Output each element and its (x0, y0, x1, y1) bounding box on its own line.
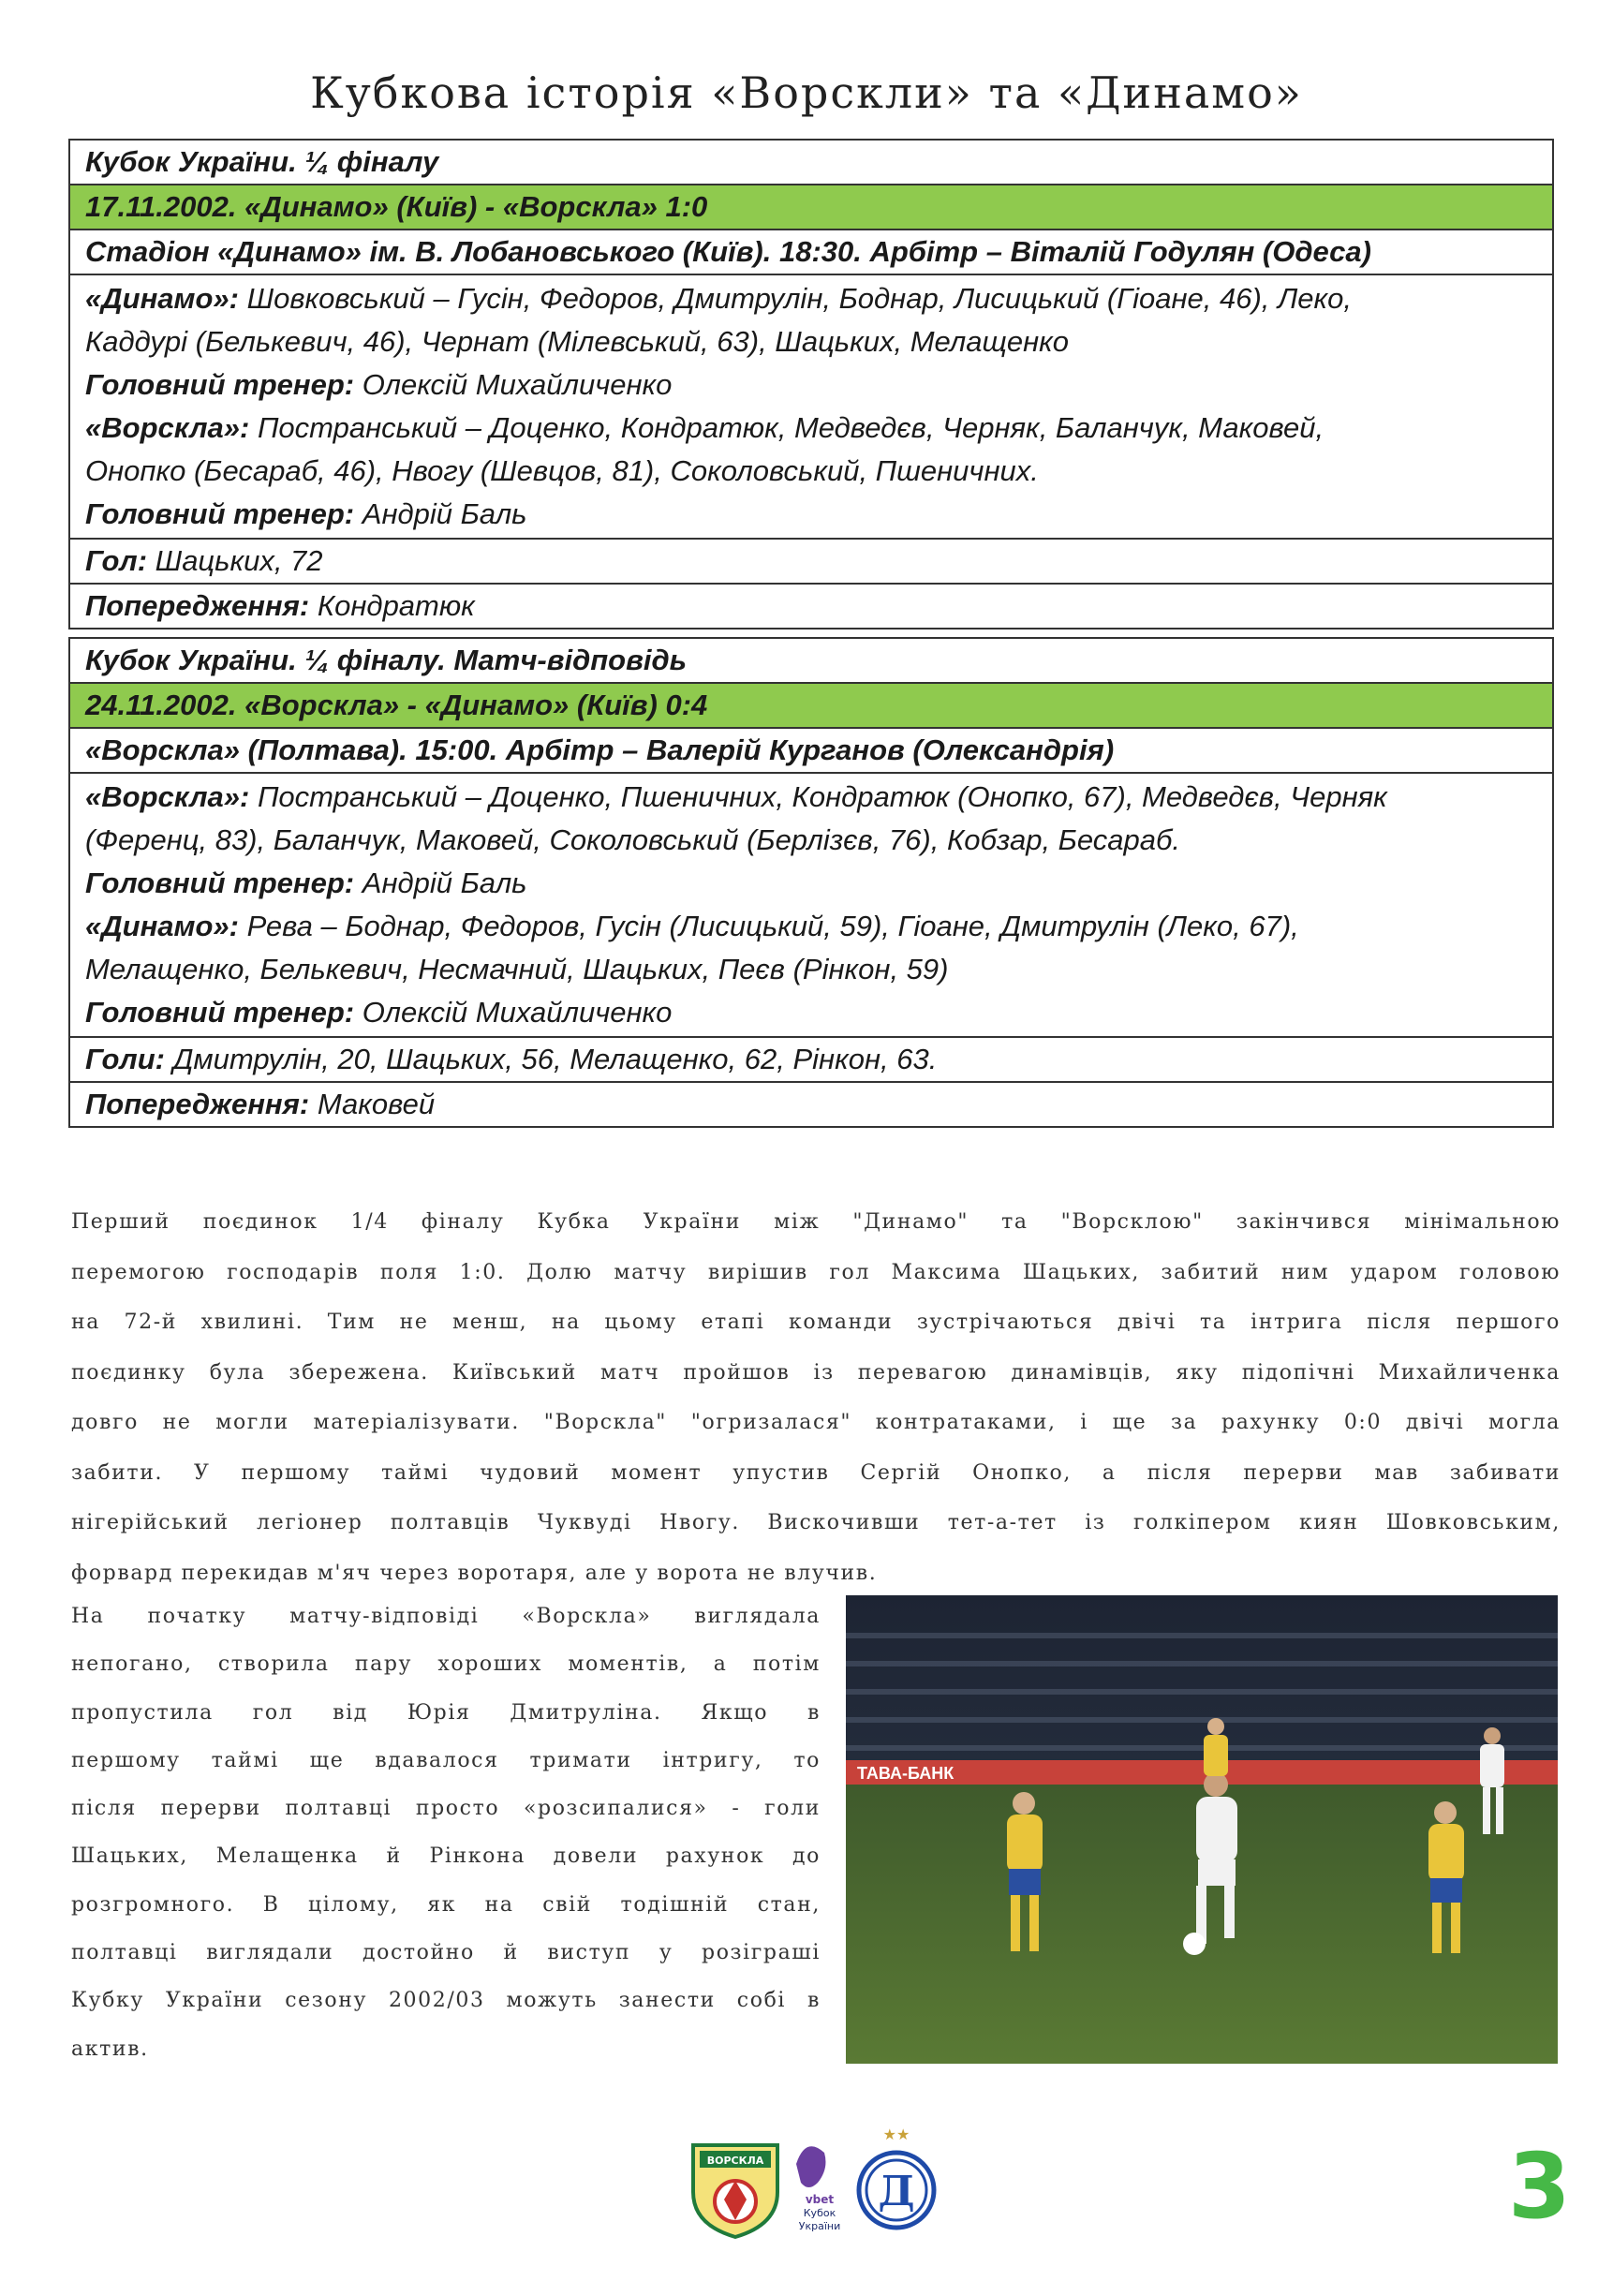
match2-warn-text: Маковей (317, 1088, 436, 1120)
match1-warnings (70, 585, 1552, 628)
ukraine-text: України (798, 2220, 841, 2232)
match2-team1-line1 (85, 776, 1537, 819)
match2-result: 24.11.2002. «Ворскла» - «Динамо» (Київ) 0:4 (70, 684, 1552, 729)
match-photo-illustration (846, 1595, 1558, 2064)
match2-table (68, 637, 1554, 1128)
vbet-cup-logo (796, 2146, 840, 2232)
match1-team2-line2: Онопко (Бесараб, 46), Нвогу (Шевцов, 81), Соколовський, Пшеничних. (85, 454, 1039, 487)
match2-coach2 (85, 991, 1537, 1034)
match1-lineups (70, 275, 1552, 540)
article-line: На початку матчу-відповіді «Ворскла» виглядала (71, 1605, 821, 1628)
match1-goals-text: Шацьких, 72 (155, 544, 323, 577)
ball (1183, 1933, 1206, 1955)
page-title: Кубкова історія «Ворскли» та «Динамо» (310, 67, 1303, 118)
vorskla-logo (693, 2145, 777, 2237)
footer-logos (688, 2126, 951, 2239)
match1-coach2-name: Андрій Баль (362, 497, 527, 530)
match2-team2-label: «Динамо»: (85, 910, 239, 942)
match1-team2-line1 (85, 407, 1537, 450)
article-line: непогано, створила пару хороших моментів, а потім (71, 1652, 821, 1677)
match1-coach1-name: Олексій Михайличенко (362, 368, 673, 401)
match2-goals (70, 1038, 1552, 1083)
cup-text: Кубок (803, 2207, 836, 2219)
match1-warn-label: Попередження: (85, 589, 310, 622)
article-line: актив. (71, 2037, 149, 2061)
match2-warnings (70, 1083, 1552, 1126)
article-paragraph-1 (71, 1197, 1561, 1598)
article-line: нігерійський легіонер полтавців Чуквуді Нвогу. Вискочивши тет-а-тет із голкіпером киян Шовковським, (71, 1511, 1561, 1534)
match2-team1-text1: Постранський – Доценко, Пшеничних, Кондратюк (Онопко, 67), Медведєв, Черняк (257, 780, 1387, 813)
ad-board-text: ТАВА-БАНК (857, 1764, 954, 1783)
article-line: полтавці виглядали достойно й виступ у розіграші (71, 1941, 821, 1965)
match1-team2-label: «Ворскла»: (85, 411, 250, 444)
match1-team1-label: «Динамо»: (85, 282, 239, 315)
article-paragraph-2 (71, 1592, 821, 2073)
article-line: на 72-й хвилині. Тим не менш, на цьому етапі команди зустрічаються двічі та інтрига після першого (71, 1311, 1561, 1334)
article-line: забити. У першому таймі чудовий момент упустив Сергій Онопко, а після перерви мав забивати (71, 1460, 1561, 1485)
match1-header: Кубок України. ¼ фіналу (70, 141, 1552, 185)
dynamo-logo (859, 2126, 934, 2228)
article-line: розгромного. В цілому, як на свій тодішній стан, (71, 1892, 821, 1917)
match1-result: 17.11.2002. «Динамо» (Київ) - «Ворскла» 1:0 (70, 185, 1552, 230)
match1-goals-label: Гол: (85, 544, 148, 577)
match1-coach1 (85, 363, 1537, 407)
match2-venue: «Ворскла» (Полтава). 15:00. Арбітр – Валерій Курганов (Олександрія) (70, 729, 1552, 774)
match2-coach1 (85, 862, 1537, 905)
match2-coach1-label: Головний тренер: (85, 867, 355, 899)
match1-team1-line2: Каддурі (Белькевич, 46), Чернат (Мілевський, 63), Шацьких, Мелащенко (85, 325, 1070, 358)
match2-team2-line1 (85, 905, 1537, 948)
match1-team1-text1: Шовковський – Гусін, Федоров, Дмитрулін, Боднар, Лисицький (Гіоане, 46), Леко, (246, 282, 1353, 315)
match1-team1-line1 (85, 277, 1537, 320)
vbet-text: vbet (805, 2193, 835, 2206)
match1-coach2 (85, 493, 1537, 536)
article-line: Шацьких, Мелащенка й Рінкона довели рахунок до (71, 1844, 821, 1869)
dynamo-logo-letter: Д (878, 2168, 915, 2215)
footer-logos-svg (688, 2126, 951, 2239)
page-number: 3 (1508, 2134, 1571, 2239)
match1-venue: Стадіон «Динамо» ім. В. Лобановського (Київ). 18:30. Арбітр – Віталій Годулян (Одеса) (70, 230, 1552, 275)
match2-team1-line2: (Ференц, 83), Баланчук, Маковей, Соколовський (Берлізєв, 76), Кобзар, Бесараб. (85, 823, 1181, 856)
star-icon: ★★ (882, 2126, 910, 2143)
article-line: після перерви полтавці просто «розсипалися» - голи (71, 1797, 821, 1821)
match2-warn-label: Попередження: (85, 1088, 310, 1120)
match1-team2-text1: Постранський – Доценко, Кондратюк, Медведєв, Черняк, Баланчук, Маковей, (257, 411, 1324, 444)
vorskla-logo-text: ВОРСКЛА (706, 2155, 764, 2167)
article-line: пропустила гол від Юрія Дмитруліна. Якщо в (71, 1700, 821, 1725)
match2-coach2-label: Головний тренер: (85, 996, 355, 1029)
article-line: перемогою господарів поля 1:0. Долю матчу вирішив гол Максима Шацьких, забитий ним ударом головою (71, 1260, 1561, 1284)
match2-team1-label: «Ворскла»: (85, 780, 250, 813)
match2-goals-label: Голи: (85, 1043, 165, 1075)
article-line: поєдинку була збережена. Київський матч пройшов із перевагою динамівців, яку підопічні Михайличенка (71, 1360, 1561, 1385)
match2-lineups (70, 774, 1552, 1038)
article-line: Кубку України сезону 2002/03 можуть занести собі в (71, 1989, 821, 2013)
match2-goals-text: Дмитрулін, 20, Шацьких, 56, Мелащенко, 62, Рінкон, 63. (172, 1043, 938, 1075)
match1-goals (70, 540, 1552, 585)
article-line: першому таймі ще вдавалося тримати інтригу, то (71, 1748, 821, 1772)
match1-warn-text: Кондратюк (317, 589, 475, 622)
article-line: Перший поєдинок 1/4 фіналу Кубка України між "Динамо" та "Ворсклою" закінчився мінімальною (71, 1210, 1561, 1234)
match1-table (68, 139, 1554, 630)
match2-coach1-name: Андрій Баль (362, 867, 527, 899)
match-photo (846, 1595, 1558, 2064)
article-line: форвард перекидав м'яч через воротаря, але у ворота не влучив. (71, 1561, 878, 1585)
match1-coach2-label: Головний тренер: (85, 497, 355, 530)
match2-team2-text1: Рева – Боднар, Федоров, Гусін (Лисицький, 59), Гіоане, Дмитрулін (Леко, 67), (246, 910, 1299, 942)
article-line: довго не могли матеріалізувати. "Ворскла" "огризалася" контратаками, і ще за рахунку 0:0 двічі могла (71, 1411, 1561, 1434)
match2-coach2-name: Олексій Михайличенко (362, 996, 673, 1029)
match1-coach1-label: Головний тренер: (85, 368, 355, 401)
match2-team2-line2: Мелащенко, Белькевич, Несмачний, Шацьких, Пеєв (Рінкон, 59) (85, 953, 949, 985)
match2-header: Кубок України. ¼ фіналу. Матч-відповідь (70, 639, 1552, 684)
